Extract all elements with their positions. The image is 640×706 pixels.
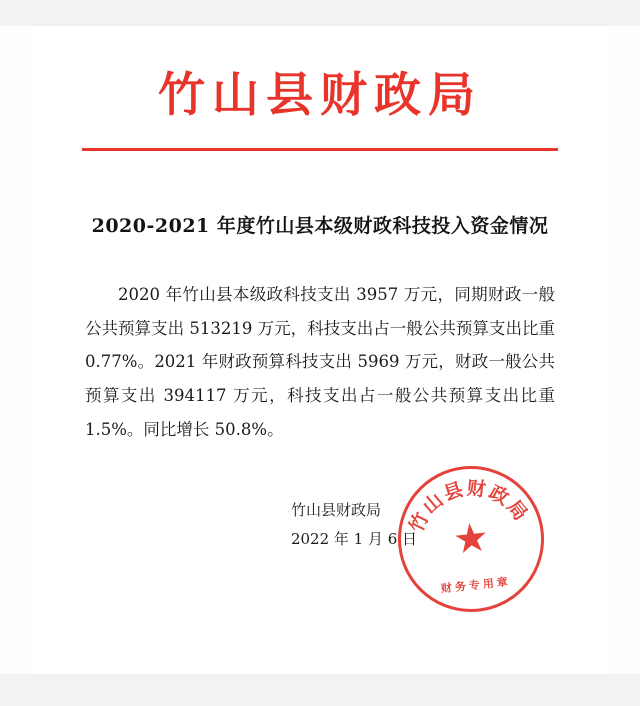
official-seal: 竹山县财政局 ★ 财务专用章 [391,459,551,619]
signature-issuer: 竹山县财政局 [290,501,381,519]
signature-date: 2022 年 1 月 6 日 [290,530,418,549]
document-title: 2020-2021 年度竹山县本级财政科技投入资金情况 [91,214,549,237]
letterhead-organization: 竹山县财政局 [158,68,482,123]
letterhead [30,26,610,151]
seal-top-text: 竹山县财政局 [405,477,533,536]
letterhead-divider [82,148,558,151]
seal-bottom-text: 财务专用章 [440,575,512,596]
document-sheet [30,26,610,674]
document-body-paragraph: 2020 年竹山县本级政科技支出 3957 万元，同期财政一般公共预算支出 513219 万元，科技支出占一般公共预算支出比重 0.77%。2021 年财政预算科技支出 5969 万元，财政一般公共预算支出 394117 万元，科技支出占一般公共预算支出比重 1.5%。同比增长 50.8%。 [85,284,555,439]
